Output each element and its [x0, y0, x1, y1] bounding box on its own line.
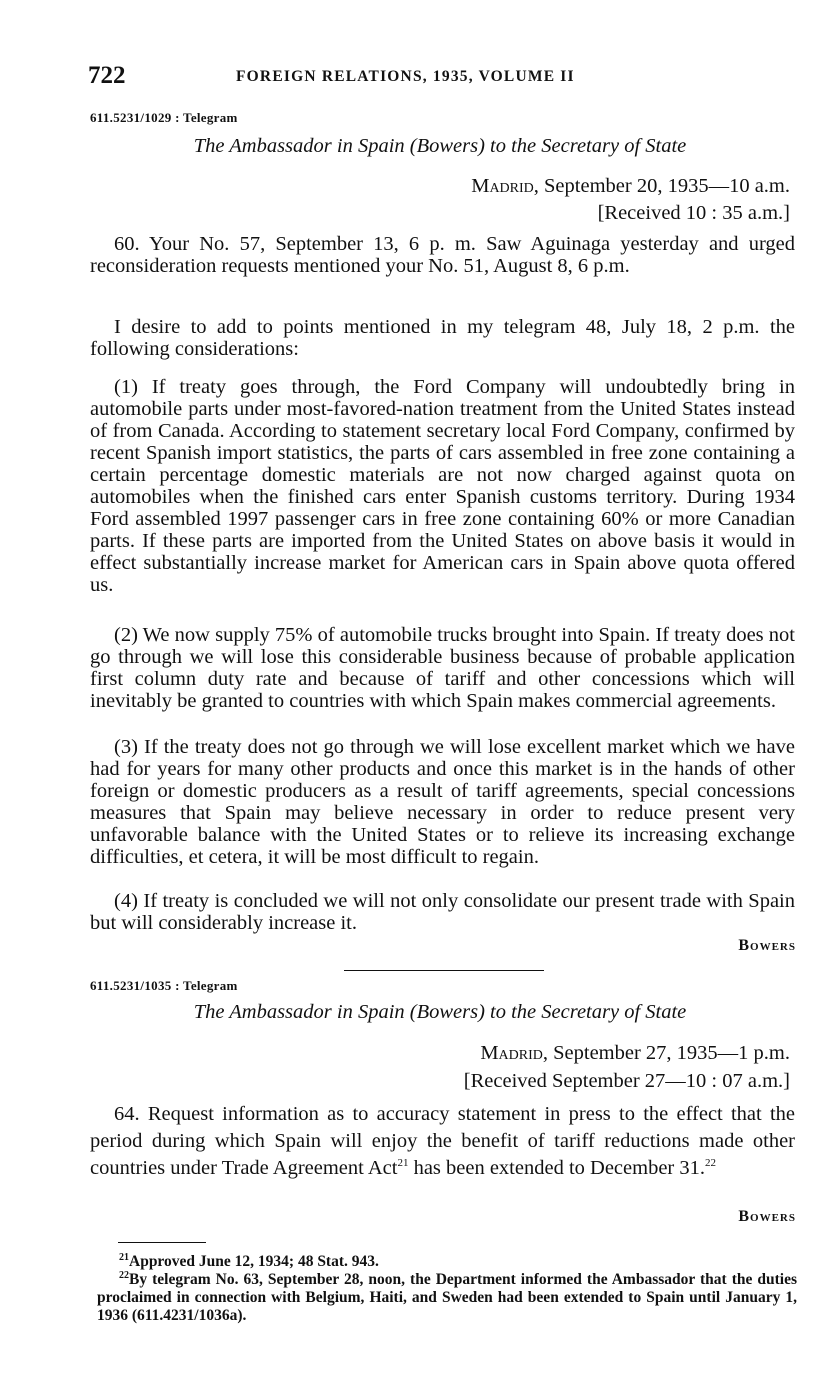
- footnote: [97, 1253, 797, 1271]
- footnote-text: Approved June 12, 1934; 48 Stat. 943.: [129, 1253, 379, 1270]
- footnote-reference: 22: [705, 1157, 716, 1170]
- running-header: [88, 62, 794, 92]
- paragraph: I desire to add to points mentioned in my telegram 48, July 18, 2 p.m. the following considerations:: [90, 316, 795, 360]
- numbered-point: (3) If the treaty does not go through we will lose excellent market which we have had for years for many other products and once this market is in the hands of other foreign or domestic producers as a result of tariff agreements, special concessions measures that Spain may believe necessary in order to reduce present very unfavorable balance with the United States or to relieve its increasing exchange difficulties, et cetera, it will be most difficult to regain.: [90, 736, 795, 868]
- paragraph-text: has been extended to December 31.: [408, 1157, 705, 1179]
- footnote-rule: [118, 1242, 206, 1243]
- dateline-place: Madrid: [471, 175, 534, 197]
- document-heading: The Ambassador in Spain (Bowers) to the Secretary of State: [193, 1001, 687, 1023]
- numbered-point: (1) If treaty goes through, the Ford Company will undoubtedly bring in automobile parts under most-favored-nation treatment from the United States instead of from Canada. According to statement secretary local Ford Company, confirmed by recent Spanish import statistics, the parts of cars assembled in free zone containing a certain percentage domestic materials are not now charged against quota on automobiles when the finished cars enter Spanish customs territory. During 1934 Ford assembled 1997 passenger cars in free zone containing 60% or more Canadian parts. If these parts are imported from the United States on above basis it would in effect substantially increase market for American cars in Spain above quota offered us.: [90, 376, 795, 596]
- received-line: [Received 10 : 35 a.m.]: [597, 202, 790, 224]
- footnote-mark: 22: [119, 1269, 129, 1281]
- footnote-text: By telegram No. 63, September 28, noon, the Department informed the Ambassador that the duties proclaimed in connection with Belgium, Haiti, and Sweden had been extended to Spain until January 1, 1936 (611.4231/1036a).: [97, 1271, 797, 1324]
- paragraph: [90, 1101, 795, 1182]
- running-title: FOREIGN RELATIONS, 1935, VOLUME II: [236, 68, 575, 85]
- paragraph: 60. Your No. 57, September 13, 6 p. m. Saw Aguinaga yesterday and urged reconsideration requests mentioned your No. 51, August 8, 6 p.m.: [90, 233, 795, 277]
- page-number: 722: [88, 62, 126, 89]
- signature: Bowers: [738, 1208, 796, 1225]
- numbered-point: (4) If treaty is concluded we will not only consolidate our present trade with Spain but will considerably increase it.: [90, 890, 795, 934]
- received-line: [Received September 27—10 : 07 a.m.]: [463, 1070, 790, 1092]
- file-reference: 611.5231/1035 : Telegram: [90, 978, 238, 993]
- dateline-place: Madrid: [480, 1042, 543, 1064]
- footnote: [97, 1271, 797, 1325]
- dateline: [471, 175, 790, 198]
- signature: Bowers: [738, 937, 796, 954]
- document-heading: The Ambassador in Spain (Bowers) to the Secretary of State: [193, 135, 687, 157]
- dateline: [480, 1042, 790, 1065]
- numbered-point: (2) We now supply 75% of automobile trucks brought into Spain. If treaty does not go through we will lose this considerable business because of probable application first column duty rate and because of tariff and other concessions which will inevitably be granted to countries with which Spain makes commercial agreements.: [90, 624, 795, 712]
- footnote-mark: 21: [119, 1251, 129, 1263]
- section-divider: [344, 970, 544, 971]
- dateline-date: , September 20, 1935—10 a.m.: [533, 175, 790, 197]
- file-reference: 611.5231/1029 : Telegram: [90, 110, 238, 125]
- footnote-reference: 21: [397, 1157, 409, 1170]
- paragraph-text: 64. Request information as to accuracy statement in press to the effect that the period during which Spain will enjoy the benefit of tariff reductions made other countries under Trade Agreement Act: [90, 1103, 795, 1179]
- dateline-date: , September 27, 1935—1 p.m.: [542, 1042, 790, 1064]
